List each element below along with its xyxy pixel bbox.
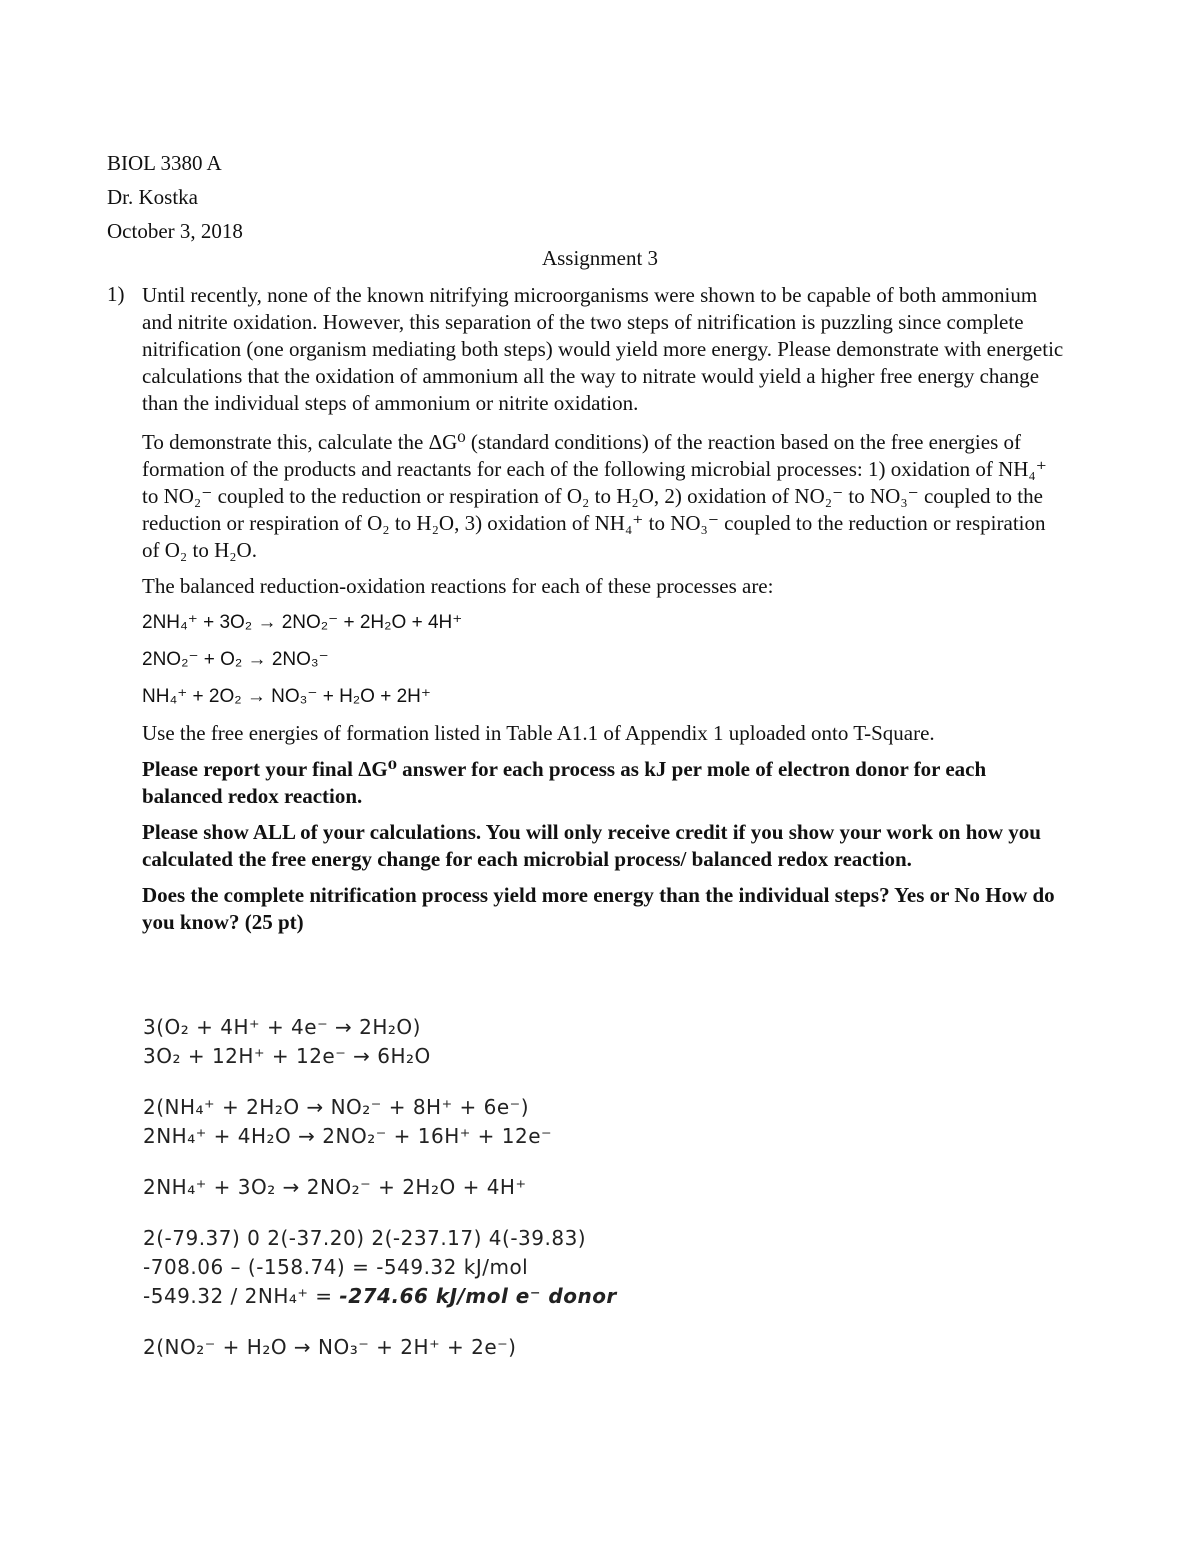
hw-division: -549.32 / 2NH₄⁺ =: [143, 1284, 340, 1308]
assignment-title: Assignment 3: [541, 246, 659, 270]
reaction-nitrite-oxidation: 2NO₂⁻ + O₂ → 2NO₃⁻: [142, 649, 329, 670]
demonstrate-paragraph: To demonstrate this, calculate the ΔG⁰ (standard conditions) of the reaction based on the free energies of formation of the products and reactants for each of the following microbial processes: 1) oxidation of NH₄⁺ to NO₂⁻ coupled to the reduction or respiration of O₂ to H₂O, 2) oxidation of NO₂⁻ to NO₃⁻ coupled to the reduction or respiration of O₂ to H₂O, 3) oxidation of NH₄⁺ to NO₃⁻ coupled to the reduction or respiration of O₂ to H₂O.: [142, 430, 1047, 562]
question-1: [107, 282, 1067, 945]
report-instruction: Please report your final ΔG⁰ answer for each process as kJ per mole of electron donor for each balanced redox reaction.: [142, 757, 987, 808]
hw-line: 2NH₄⁺ + 3O₂ → 2NO₂⁻ + 2H₂O + 4H⁺: [143, 1175, 527, 1199]
final-question: Does the complete nitrification process yield more energy than the individual steps? Yes or No How do you know? (25 pt): [142, 883, 1055, 934]
hw-answer: -274.66 kJ/mol e⁻ donor: [339, 1284, 617, 1308]
show-work-instruction: Please show ALL of your calculations. You will only receive credit if you show your work on how you calculated the free energy change for each microbial process/ balanced redox reaction.: [142, 820, 1041, 871]
reaction-complete-nitrification: NH₄⁺ + 2O₂ → NO₃⁻ + H₂O + 2H⁺: [142, 686, 431, 707]
hw-line: 2NH₄⁺ + 4H₂O → 2NO₂⁻ + 16H⁺ + 12e⁻: [143, 1124, 553, 1148]
balanced-reactions-intro: The balanced reduction-oxidation reactions for each of these processes are:: [142, 574, 774, 598]
hw-line: 2(NH₄⁺ + 2H₂O → NO₂⁻ + 8H⁺ + 6e⁻): [143, 1095, 530, 1119]
hw-line: 2(NO₂⁻ + H₂O → NO₃⁻ + 2H⁺ + 2e⁻): [143, 1335, 517, 1359]
handwritten-work: [143, 1015, 617, 1364]
hw-line: 2(-79.37) 0 2(-37.20) 2(-237.17) 4(-39.83): [143, 1226, 587, 1250]
assignment-date: October 3, 2018: [107, 219, 243, 243]
hw-line: 3(O₂ + 4H⁺ + 4e⁻ → 2H₂O): [143, 1015, 421, 1039]
question-intro: Until recently, none of the known nitrifying microorganisms were shown to be capable of both ammonium and nitrite oxidation. However, this separation of the two steps of nitrification is puzzling since complete nitrification (one organism mediating both steps) would yield more energy. Please demonstrate with energetic calculations that the oxidation of ammonium all the way to nitrate would yield a higher free energy change than the individual steps of ammonium or nitrite oxidation.: [142, 283, 1064, 415]
course-code: BIOL 3380 A: [107, 151, 222, 175]
reaction-ammonium-oxidation: 2NH₄⁺ + 3O₂ → 2NO₂⁻ + 2H₂O + 4H⁺: [142, 612, 463, 633]
document-header: [107, 146, 243, 248]
hw-line: 3O₂ + 12H⁺ + 12e⁻ → 6H₂O: [143, 1044, 431, 1068]
question-number: 1): [107, 282, 125, 306]
hw-line: [143, 1284, 617, 1313]
table-note: Use the free energies of formation listed in Table A1.1 of Appendix 1 uploaded onto T-Square.: [142, 721, 935, 745]
hw-line: -708.06 – (-158.74) = -549.32 kJ/mol: [143, 1255, 529, 1279]
instructor-name: Dr. Kostka: [107, 185, 198, 209]
